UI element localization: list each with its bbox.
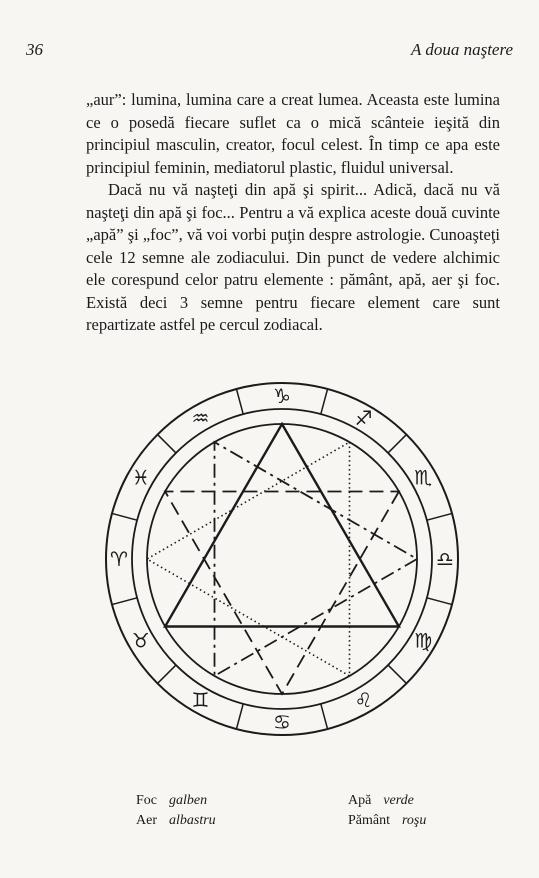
legend-name-aer: Aer — [136, 813, 157, 828]
zodiac-sign-icon: ♎ — [436, 547, 454, 571]
sector-divider — [158, 665, 176, 683]
zodiac-sign-icon: ♋ — [273, 710, 291, 734]
sector-divider — [427, 598, 452, 605]
zodiac-sign-icon: ♒ — [191, 405, 210, 430]
legend-item-apa — [288, 793, 414, 809]
sector-divider — [112, 598, 137, 605]
earth-triangle — [165, 424, 399, 627]
legend-name-pamant: Pământ — [348, 813, 390, 828]
element-triangles — [147, 424, 417, 694]
sector-divider — [236, 389, 243, 414]
zodiac-sign-icon: ♈ — [110, 547, 128, 571]
legend-item-aer — [76, 813, 216, 829]
zodiac-sign-icon: ♐ — [354, 405, 373, 430]
air-triangle — [215, 442, 418, 676]
zodiac-sign-icon: ♍ — [414, 628, 433, 653]
page-number: 36 — [26, 40, 43, 59]
fire-triangle — [147, 442, 350, 676]
legend-item-foc — [76, 793, 207, 809]
legend — [76, 793, 516, 833]
legend-color-apa: verde — [383, 793, 414, 808]
sector-divider — [321, 389, 328, 414]
body-text — [86, 89, 500, 337]
sector-divider — [158, 435, 176, 453]
sector-divider — [388, 435, 406, 453]
inner-circle — [147, 424, 417, 694]
zodiac-sign-icon: ♊ — [191, 688, 210, 713]
zodiac-glyphs — [110, 384, 454, 734]
zodiac-sign-icon: ♉ — [131, 628, 150, 653]
sector-divider — [321, 704, 328, 729]
zodiac-sign-icon: ♏ — [414, 465, 433, 490]
sector-divider — [388, 665, 406, 683]
sector-divider — [427, 513, 452, 520]
zodiac-sign-icon: ♓ — [131, 465, 150, 490]
legend-item-pamant — [288, 813, 426, 829]
paragraph-1: „aur”: lumina, lumina care a creat lumea. Aceasta este lumina ce o posedă fiecare suflet ca o mică scânteie ieşită din principiul masculin, creator, focul celest. În timp ce apa este principiul feminin, mediatorul plastic, fluidul universal. — [86, 90, 500, 177]
sector-divider — [112, 513, 137, 520]
legend-name-foc: Foc — [136, 793, 157, 808]
legend-name-apa: Apă — [348, 793, 372, 808]
water-triangle — [165, 492, 399, 695]
paragraph-2: Dacă nu vă naşteţi din apă şi spirit... Adică, dacă nu vă naşteţi din apă şi foc... Pentru a vă explica aceste două cuvinte „apă” şi „foc”, vă voi vorbi puţin despre astrologie. Cunoaşteţi cele 12 semne ale zodiacului. Din punct de vedere alchimic ele corespund celor patru elemente : pământ, apă, aer şi foc. Există deci 3 semne pentru fiecare element care sunt repartizate astfel pe cercul zodiacal. — [86, 180, 500, 334]
legend-color-foc: galben — [169, 793, 208, 808]
legend-color-pamant: roşu — [402, 813, 427, 828]
zodiac-diagram — [90, 367, 474, 751]
middle-circle — [132, 409, 432, 709]
zodiac-rings — [106, 383, 458, 735]
zodiac-sign-icon: ♌ — [354, 688, 373, 713]
zodiac-sign-icon: ♑ — [273, 384, 291, 408]
legend-color-aer: albastru — [169, 813, 216, 828]
sector-divider — [236, 704, 243, 729]
running-title: A doua naştere — [411, 40, 513, 59]
